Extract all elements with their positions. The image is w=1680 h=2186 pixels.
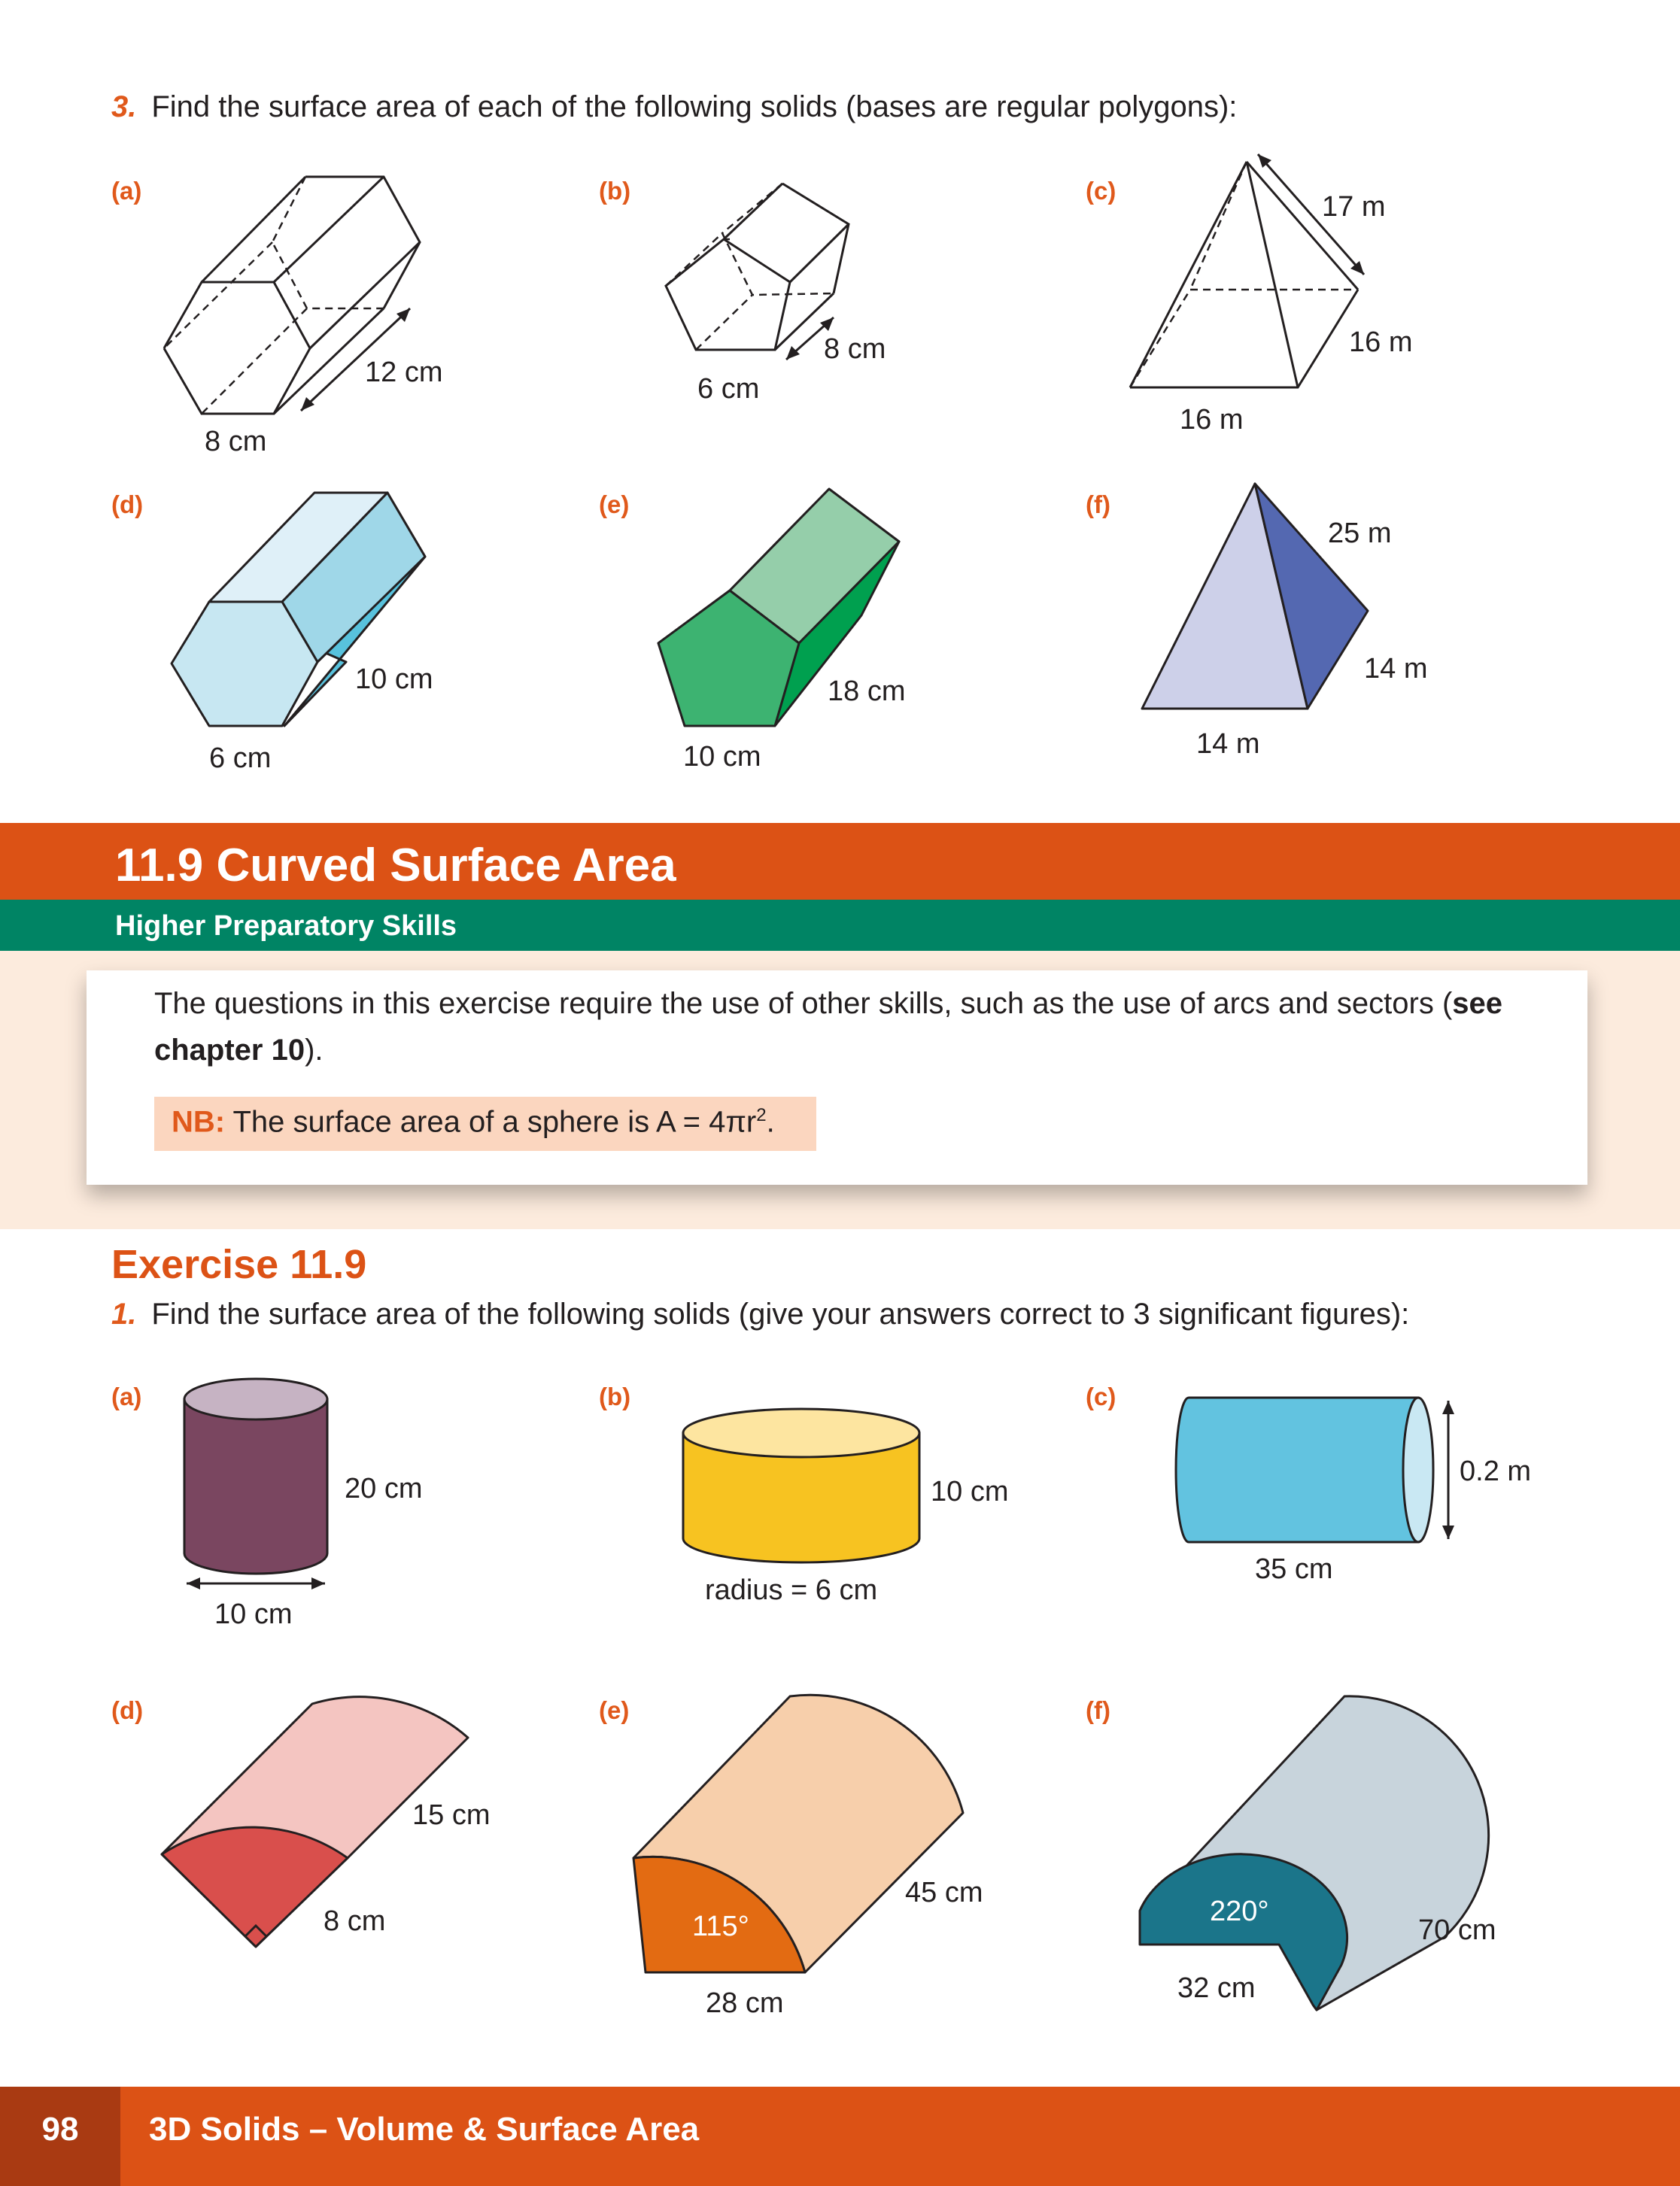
ex-dim-b-radius: radius = 6 cm bbox=[705, 1574, 878, 1606]
part-label-c: (c) bbox=[1086, 177, 1116, 205]
ex-dim-e-length: 45 cm bbox=[905, 1877, 983, 1908]
ex-dim-b-height: 10 cm bbox=[931, 1476, 1009, 1507]
ex-dim-e-angle: 115° bbox=[692, 1911, 749, 1942]
part-label-f: (f) bbox=[1086, 490, 1110, 518]
dim-b-side: 6 cm bbox=[697, 373, 760, 405]
ex-dim-c-diameter: 0.2 m bbox=[1460, 1456, 1532, 1487]
dim-a-length: 12 cm bbox=[365, 357, 443, 388]
ex-dim-d-length: 15 cm bbox=[412, 1799, 491, 1831]
question-text: Find the surface area of each of the following solids (bases are regular polygons): bbox=[151, 90, 1238, 123]
ex-part-label-c: (c) bbox=[1086, 1383, 1116, 1410]
ex-dim-c-length: 35 cm bbox=[1255, 1553, 1333, 1585]
ex-part-label-a: (a) bbox=[111, 1383, 142, 1410]
ex-part-label-d: (d) bbox=[111, 1696, 144, 1724]
exercise-title: Exercise 11.9 bbox=[111, 1242, 367, 1287]
nb-formula: The surface area of a sphere is A = 4πr bbox=[232, 1105, 757, 1139]
ex-dim-f-angle: 220° bbox=[1210, 1896, 1269, 1927]
note-text-end: ). bbox=[305, 1034, 324, 1067]
ex-part-label-f: (f) bbox=[1086, 1696, 1110, 1724]
note-text-bold: see chapter 10 bbox=[154, 987, 1503, 1067]
footer-title: 3D Solids – Volume & Surface Area bbox=[149, 2111, 700, 2148]
dim-e-side: 10 cm bbox=[683, 741, 761, 773]
dim-c-slant: 17 m bbox=[1322, 191, 1386, 223]
section-title: 11.9 Curved Surface Area bbox=[115, 839, 676, 891]
dim-f-slant: 25 m bbox=[1328, 518, 1392, 549]
ex-dim-d-radius: 8 cm bbox=[324, 1905, 386, 1937]
dim-f-depth: 14 m bbox=[1364, 653, 1428, 685]
nb-label: NB: bbox=[172, 1105, 226, 1139]
page-number: 98 bbox=[41, 2111, 79, 2148]
part-label-a: (a) bbox=[111, 177, 142, 205]
dim-e-length: 18 cm bbox=[828, 676, 906, 707]
dim-c-depth: 16 m bbox=[1349, 326, 1413, 358]
ex-dim-a-diameter: 10 cm bbox=[214, 1599, 293, 1630]
ex-dim-e-radius: 28 cm bbox=[706, 1987, 784, 2019]
note-text-main: The questions in this exercise require the use of other skills, such as the use of arcs and sectors ( bbox=[154, 987, 1453, 1020]
nb-superscript: 2 bbox=[756, 1105, 767, 1125]
ex-dim-f-length: 70 cm bbox=[1418, 1914, 1496, 1946]
ex-part-label-e: (e) bbox=[599, 1696, 630, 1724]
ex-part-label-b: (b) bbox=[599, 1383, 631, 1410]
dim-f-base: 14 m bbox=[1196, 728, 1260, 760]
part-label-d: (d) bbox=[111, 490, 144, 518]
dim-d-side: 6 cm bbox=[209, 742, 272, 774]
question-number: 1. bbox=[111, 1298, 137, 1331]
part-label-e: (e) bbox=[599, 490, 630, 518]
dim-d-length: 10 cm bbox=[355, 663, 433, 695]
ex-dim-f-radius: 32 cm bbox=[1177, 1972, 1256, 2004]
dim-a-side: 8 cm bbox=[205, 426, 267, 457]
dim-c-base: 16 m bbox=[1180, 404, 1244, 436]
question-text: Find the surface area of the following solids (give your answers correct to 3 significant figures): bbox=[151, 1298, 1410, 1331]
ex-dim-a-height: 20 cm bbox=[345, 1473, 423, 1504]
skills-title: Higher Preparatory Skills bbox=[115, 910, 457, 942]
part-label-b: (b) bbox=[599, 177, 631, 205]
nb-end: . bbox=[766, 1105, 775, 1139]
dim-b-length: 8 cm bbox=[824, 333, 886, 365]
question-number: 3. bbox=[111, 90, 137, 123]
